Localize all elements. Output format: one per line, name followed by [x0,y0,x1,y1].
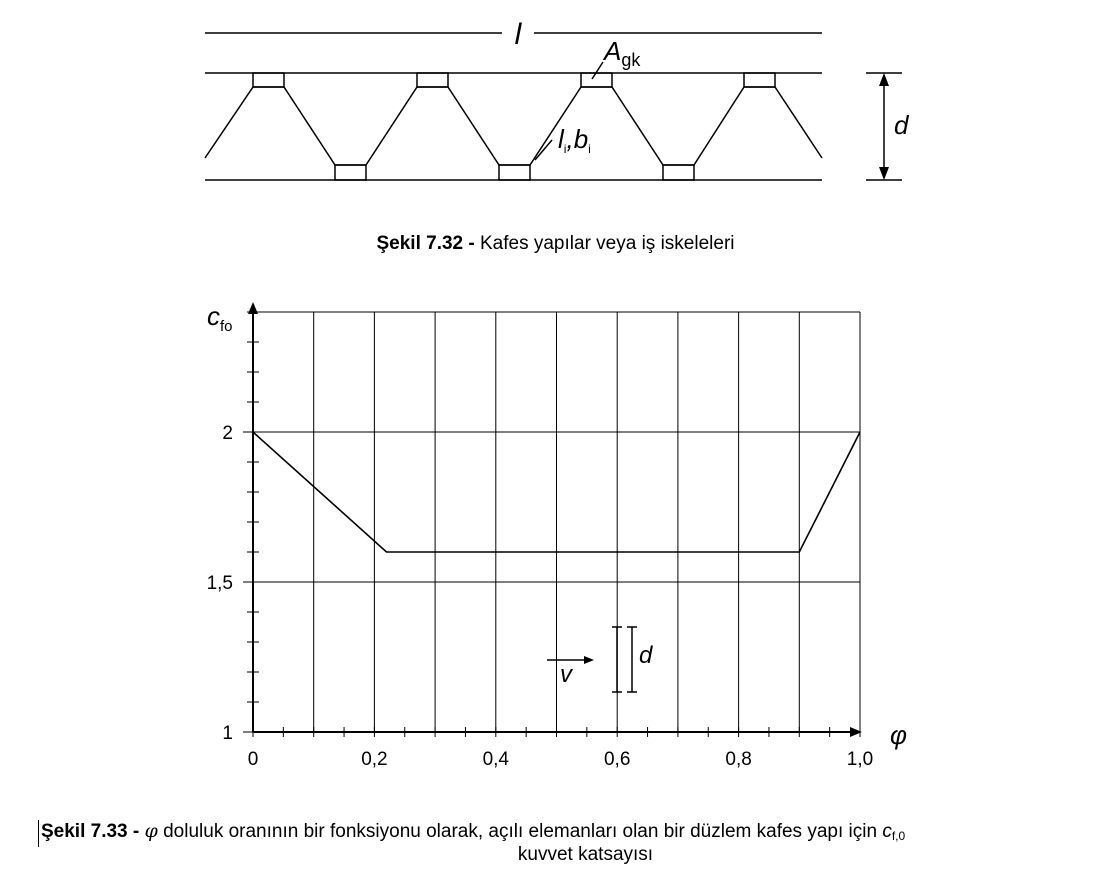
truss-diagram [0,0,1111,210]
figure-7-33-caption-line2 [0,844,1111,866]
figure-7-32-caption [0,233,1111,255]
depth-arrow-up [879,73,889,86]
top-gusset-1 [253,73,284,87]
y-tick-label: 1 [222,723,233,744]
x-tick-label: 0,8 [725,749,752,770]
figure-7-32-number: Şekil 7.32 - [376,233,475,254]
x-tick-label: 0 [247,749,259,770]
chart-axes [243,302,862,737]
figure-7-33-text-part1: doluluk oranının bir fonksiyonu olarak, açılı elemanları olan bir düzlem kafes yapı için [163,821,878,842]
top-gusset-4 [744,73,775,87]
bottom-gusset-3 [663,165,694,180]
chart-tick-labels [207,423,874,770]
figure-7-33-number: Şekil 7.33 - [41,821,140,842]
y-tick-label: 2 [222,423,233,444]
inset-depth-label: d [639,642,653,669]
phi-symbol: φ [144,820,158,842]
member-label: li,bi [558,124,591,156]
depth-arrow-down [879,167,889,180]
top-gusset-2 [417,73,448,87]
area-leader-line [592,62,603,79]
figure-7-33-text-part2: kuvvet katsayısı [517,844,654,865]
bottom-gusset-1 [335,165,366,180]
force-coefficient-chart [0,280,1111,800]
coefficient-symbol: $c_{f,0}$ [882,821,906,843]
figure-7-32-text: Kafes yapılar veya iş iskeleleri [480,233,735,254]
velocity-arrow-head [584,656,594,664]
y-tick-label: 1,5 [206,573,233,594]
x-axis-label: φ [890,720,907,750]
y-axis-label: $c_{fo}$ [207,301,233,335]
velocity-label: v [560,661,572,688]
top-gusset-3 [581,73,612,87]
figure-7-33-caption [38,820,905,847]
diagonal-members [205,87,822,165]
x-tick-label: 0,4 [482,749,510,770]
depth-label: d [894,110,909,140]
x-tick-label: 0,6 [603,749,631,770]
span-label: l [514,18,522,51]
chart-grid [253,312,860,732]
bottom-gusset-2 [499,165,530,180]
x-tick-label: 0,2 [361,749,388,770]
x-tick-label: 1,0 [846,749,874,770]
chord-area-label: $A_{gk}$ [604,36,641,70]
